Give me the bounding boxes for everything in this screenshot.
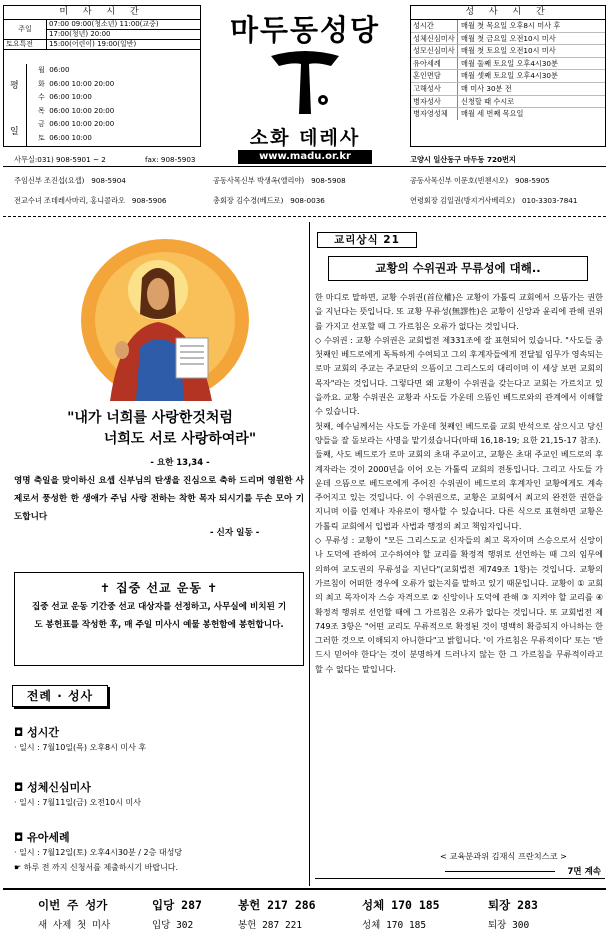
continued-note [315, 866, 605, 879]
cross-logo [265, 48, 345, 120]
article-paragraph: ◇ 무류성 : 교황이 "모든 그리스도교 신자들의 최고 목자이며 스승으로서 신앙이나 도덕에 관하여 고수하여야 할 교리를 확정적 행위로 선언하는 때 그의 임무에 의하여 교도권의 무류성을 지닌다"(교회법전 제749조 1항)는 것입니다. 교황의 가르침이 어떠한 경우에 오류가 없는지를 말하고 있기 때문입니다. 교황이 ① 교회의 최고 목자이자 스승 자격으로 ② 신앙이나 도덕에 관해 ③ 지켜야 할 교리를 ④ 확정적 행위로 선언할 때에 그 가르침은 오류가 없다는 것입니다. 또 교회법전 제749조 3항은 "어떤 교리도 무류적으로 확정된 것이 명백히 확증되지 아니하는 한 그러한 것으로 이해되지 아니한다"고 밝힙니다. '이 가르침은 무류적이다' 또는 '반드시 믿어야 한다'는 것이 분명하게 드러나지 않는 한 그 가르침을 무류적이라고 할 수 없다는 말입니다. [315, 535, 603, 674]
mass-schedule-box [3, 5, 201, 147]
liturgy-item-heading: ◘ 성시간 [14, 726, 59, 739]
article-paragraph: ◇ 수위권 : 교황 수위권은 교회법전 제331조에 잘 표현되어 있습니다. "사도들 중 첫째인 베드로에게 독특하게 수여되고 그의 후계자들에게 전달될 임무가 영속되는 로마 교회의 주교는 주교단의 으뜸이고 그리스도의 대리이며 이 세상 보편 교회의 목자"라는 것입니다. 그렇다면 왜 교황이 수위권을 갖는다고 교회는 가르치고 있을까요. 교황 수위권은 교황과 사도들 가운데 으뜸인 베드로와의 관계에서 이해할 수 있습니다. [315, 334, 603, 417]
mass-schedule-title: 미 사 시 간 [4, 6, 200, 20]
weekday-label-2: 일 [10, 127, 19, 137]
weekday-row: 목 06:00 10:00 20:00 [38, 106, 115, 115]
sacraments-box [410, 5, 606, 147]
article-title: 교황의 수위권과 무류성에 대해.. [328, 256, 588, 281]
liturgy-item-detail: · 일시 : 7월12일(토) 오후4시30분 / 2층 대성당 [14, 848, 183, 857]
quote-body: 영명 축일을 맞이하신 요셉 신부님의 탄생을 진심으로 축하 드리며 영원한 사제로서 풍성한 한 생애가 주님 사랑 전하는 착한 목자 되시기를 두손 모아 기도합니다 [14, 476, 304, 522]
weekday-row: 화 06:00 10:00 20:00 [38, 79, 115, 88]
quote-signature: - 신자 일동 - [210, 528, 260, 538]
quote-line-2: 너희도 서로 사랑하여라" [103, 431, 257, 447]
weekday-row: 수 06:00 10:00 [38, 93, 92, 101]
staff-entry: 공동사목신부 이문호(빈첸시오) 908-5905 [410, 176, 550, 185]
church-name: 마두동성당 [229, 13, 381, 47]
weekday-label-1: 평 [10, 81, 19, 91]
sacrament-row: 병자영성체 매월 세 번째 목요일 [413, 109, 524, 119]
staff-entry: 총회장 김수경(베드로) 908-0036 [213, 196, 325, 205]
saturday-label: 토요특전 [4, 40, 46, 50]
attendance-offertory: 봉헌 287 221 [238, 920, 303, 931]
attendance-row-1 [38, 897, 538, 913]
liturgy-item-detail: · 일시 : 7월11일(금) 오전10시 미사 [14, 798, 141, 807]
article-credit: < 교육분과위 김재식 프란치스코 > [440, 851, 567, 861]
liturgy-item-detail: · 일시 : 7월10일(목) 오후8시 미사 후 [14, 743, 147, 752]
weekday-row: 토 06:00 10:00 [38, 133, 92, 142]
staff-entry: 연령회장 김일권(방지거사베리오) 010-3303-7841 [410, 196, 578, 205]
liturgy-note: ☛ 하루 전 까지 신청서를 제출하시기 바랍니다. [14, 863, 179, 872]
sunday-times-1: 07:00 09:00(청소년) 11:00(교중) [48, 20, 159, 28]
attendance-label: 새 사제 첫 미사 [38, 920, 111, 931]
weekday-row: 금 06:00 10:00 20:00 [38, 120, 115, 128]
sacraments-title: 성 사 시 간 [411, 6, 605, 20]
liturgy-item-heading: ◘ 성체신심미사 [14, 781, 91, 794]
saturday-times: 15:00(어린이) 19:00(일반) [48, 40, 137, 48]
sacrament-row: 성체신심미사 매월 첫 금요일 오전10시 미사 [411, 33, 605, 46]
sacrament-row: 성시간 매월 첫 목요일 오후8시 미사 후 [411, 20, 605, 33]
patron-name: 소화 데레사 [249, 127, 361, 149]
sunday-times-2: 17:00(청년) 20:00 [48, 30, 111, 38]
footer-divider [3, 888, 606, 890]
header-divider [3, 166, 606, 167]
attendance-row-2 [38, 917, 529, 931]
weekday-rows [38, 64, 114, 145]
attendance-communion: 성체 170 185 [362, 898, 440, 912]
continued-arrow [445, 871, 555, 872]
mission-title: ✝ 집중 선교 운동 ✝ [99, 581, 219, 595]
quote-line-1: "내가 너희를 사랑한것처럼 [67, 410, 233, 426]
section-divider [3, 216, 606, 217]
office-phone: 사무실:031) 908-5901 ~ 2 [14, 155, 106, 164]
sacrament-row: 고해성사 매 미사 30분 전 [411, 83, 605, 96]
sacrament-row: 성모신심미사 매월 첫 토요일 오전10시 미사 [411, 45, 605, 58]
mission-body: 집중 선교 운동 기간중 선교 대상자를 선정하고, 사무실에 비치된 기도 봉헌표를 작성한 후, 매 주일 미사시 예물 봉헌함에 봉헌합니다. [31, 602, 287, 630]
article-body [315, 290, 603, 676]
church-address: 고양시 일산동구 마두동 720번지 [410, 155, 516, 164]
sacrament-row: 혼인면담 매월 셋째 토요일 오후4시30분 [411, 70, 605, 83]
jesus-icon [80, 238, 250, 403]
article-paragraph: 첫째, 예수님께서는 사도들 가운데 첫째인 베드로를 교회 반석으로 삼으시고 당신 양들을 잘 돌보라는 사명을 맡기셨습니다(마태 16,18-19; 요한 21,15-17 참조). [315, 420, 603, 445]
article-paragraph: 둘째, 사도 베드로가 로마 교회의 초대 주교이고, 교황은 초대 주교인 베드로의 후계자라는 것이 2000년을 이어 오는 가톨릭 교회의 전통입니다. 그리고 사도들 가운데 으뜸으로 베드로에게 주어진 수위권이 베드로의 후계자인 교황에게도 계속 주어지고 있는 것입니다. 이 수위권으로, 교황은 교회에서 최고의 완전한 권한을 지니며 이를 언제나 자유로이 행사할 수 있습니다. 다른 식으로 표현하면 교황은 가톨릭 교회에서 입법과 사법과 행정의 최고 책임자입니다. [315, 449, 603, 531]
sacrament-row: 병자성사 신청할 때 수시로 [411, 96, 605, 109]
cross-icon [265, 48, 345, 120]
liturgy-title: 전례 · 성사 [12, 685, 108, 707]
article-paragraph: 한 마디로 말하면, 교황 수위권(首位權)은 교황이 가톨릭 교회에서 으뜸가는 권한을 지닌다는 뜻입니다. 또 교황 무류성(無謬性)은 교황이 신앙과 윤리에 관해 권위를 가지고 선포할 때 그 가르침은 오류가 없다는 것입니다. [315, 292, 603, 331]
office-fax: fax: 908-5903 [145, 155, 196, 164]
liturgy-item-heading: ◘ 유아세례 [14, 831, 70, 844]
attendance-recessional: 퇴장 300 [488, 920, 530, 931]
sacrament-row: 유아세례 매월 둘째 토요일 오후4시30분 [411, 58, 605, 71]
attendance-recessional: 퇴장 283 [488, 898, 538, 912]
website-link[interactable]: www.madu.or.kr [238, 150, 372, 164]
jesus-image [80, 238, 250, 403]
article-tag: 교리상식 21 [317, 232, 417, 248]
sunday-label: 주일 [4, 20, 46, 40]
mass-schedule-table [4, 20, 200, 50]
mission-box [14, 572, 304, 666]
continued-label: 7면 계속 [567, 867, 601, 877]
column-divider [309, 222, 310, 886]
staff-entry: 전교수녀 조데레사마리, 홍니콜라오 908-5906 [14, 196, 167, 205]
attendance-communion: 성체 170 185 [362, 920, 427, 931]
quote-reference: - 요한 13,34 - [150, 458, 210, 468]
attendance-label: 이번 주 성가 [38, 898, 108, 912]
attendance-offertory: 봉헌 217 286 [238, 898, 316, 912]
weekday-row: 월 06:00 [38, 66, 70, 74]
attendance-entrance: 입당 287 [152, 898, 202, 912]
attendance-entrance: 입당 302 [152, 920, 194, 931]
staff-entry: 공동사목신부 박생옥(엘리야) 908-5908 [213, 176, 346, 185]
staff-entry: 주임신부 조진섭(요셉) 908-5904 [14, 176, 126, 185]
